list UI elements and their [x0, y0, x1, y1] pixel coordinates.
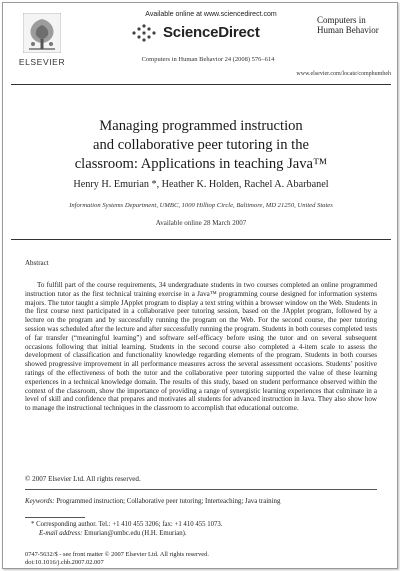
sciencedirect-logo: [129, 23, 299, 43]
title-line: and collaborative peer tutoring in the: [93, 137, 309, 153]
title-divider: [11, 239, 391, 240]
title-line: Managing programmed instruction: [99, 118, 303, 134]
journal-name-line: Computers in: [317, 15, 366, 25]
corresponding-author-footnote: [31, 521, 371, 538]
header-divider: [11, 84, 391, 85]
email-label: E-mail address:: [39, 529, 83, 537]
keywords-text: Programmed instruction; Collaborative peer tutoring; Interteaching; Java training: [56, 498, 281, 505]
elsevier-logo: [13, 13, 71, 75]
corresponding-author-line: * Corresponding author. Tel.: +1 410 455 3206; fax: +1 410 455 1073.: [31, 521, 223, 528]
email-address-link[interactable]: Emurian@umbc.edu (H.H. Emurian).: [84, 529, 187, 537]
author-affiliation: Information Systems Department, UMBC, 1000 Hilltop Circle, Baltimore, MD 21250, United States: [69, 202, 333, 209]
journal-header: [11, 9, 391, 83]
keywords: [25, 498, 377, 505]
sciencedirect-name: ScienceDirect: [163, 24, 260, 41]
issn-doi-block: [25, 551, 365, 567]
footnote-divider: [25, 517, 85, 518]
elsevier-tree-icon: [23, 13, 61, 53]
journal-name-line: Human Behavior: [317, 25, 379, 35]
abstract-divider: [25, 489, 377, 490]
publisher-name: ELSEVIER: [18, 57, 66, 67]
keywords-label: Keywords:: [25, 498, 55, 505]
article-authors: Henry H. Emurian *, Heather K. Holden, Rachel A. Abarbanel: [73, 179, 329, 190]
title-line: classroom: Applications in teaching Java™: [74, 156, 328, 172]
abstract-heading: Abstract: [25, 259, 49, 267]
doi-line: doi:10.1016/j.chb.2007.02.007: [25, 559, 104, 566]
page: [2, 2, 398, 569]
journal-citation: Computers in Human Behavior 24 (2008) 576–614: [141, 56, 275, 63]
available-online-text: Available online at www.sciencedirect.com: [145, 11, 277, 18]
issn-line: 0747-5632/$ - see front matter © 2007 Elsevier Ltd. All rights reserved.: [25, 551, 209, 558]
sciencedirect-icon: [129, 23, 159, 43]
journal-url-link[interactable]: www.elsevier.com/locate/comphumbeh: [296, 71, 391, 77]
abstract-body: To fulfill part of the course requirements, 34 undergraduate students in two courses completed an online programmed instruction tutor as the first technical training exercise in a Java™ programming course designed for information systems majors. The tutor taught a simple JApplet program to display a text string within a browser window on the Web. Students in the first course next participated in a collaborative peer tutoring session, based on the JApplet program, followed by a lecture on the program and by successfully running the program on the Web. For the second course, the peer tutoring session was scheduled after the lecture and after successfully running the program. Students in both courses completed tests of far transfer (“meaningful learning”) and software self-efficacy before using the tutor and on several subsequent occasions following that initial learning. Students in the second course also completed a 4-item scale to assess the development of classification and functionality knowledge regarding elements of the program. Students in both courses showed progressive improvement in all performance measures across the several assessment occasions. Students’ positive ratings of the effectiveness of both the tutor and the collaborative peer tutoring supported the value of these learning experiences in a technical knowledge domain. The results of this study, based on student performance observed within the context of the classroom, show the importance of providing a range of synergistic learning experiences that culminate in a level of skill and confidence that prepares and motivates all students for advanced instruction in Java. They also show how to manage the instructional techniques in the classroom to accomplish that educational outcome.: [25, 281, 377, 413]
article-title: [23, 117, 379, 174]
email-line: [31, 530, 371, 539]
journal-name: [317, 15, 391, 35]
abstract-copyright: © 2007 Elsevier Ltd. All rights reserved.: [25, 475, 141, 483]
available-online-date: Available online 28 March 2007: [155, 219, 247, 227]
